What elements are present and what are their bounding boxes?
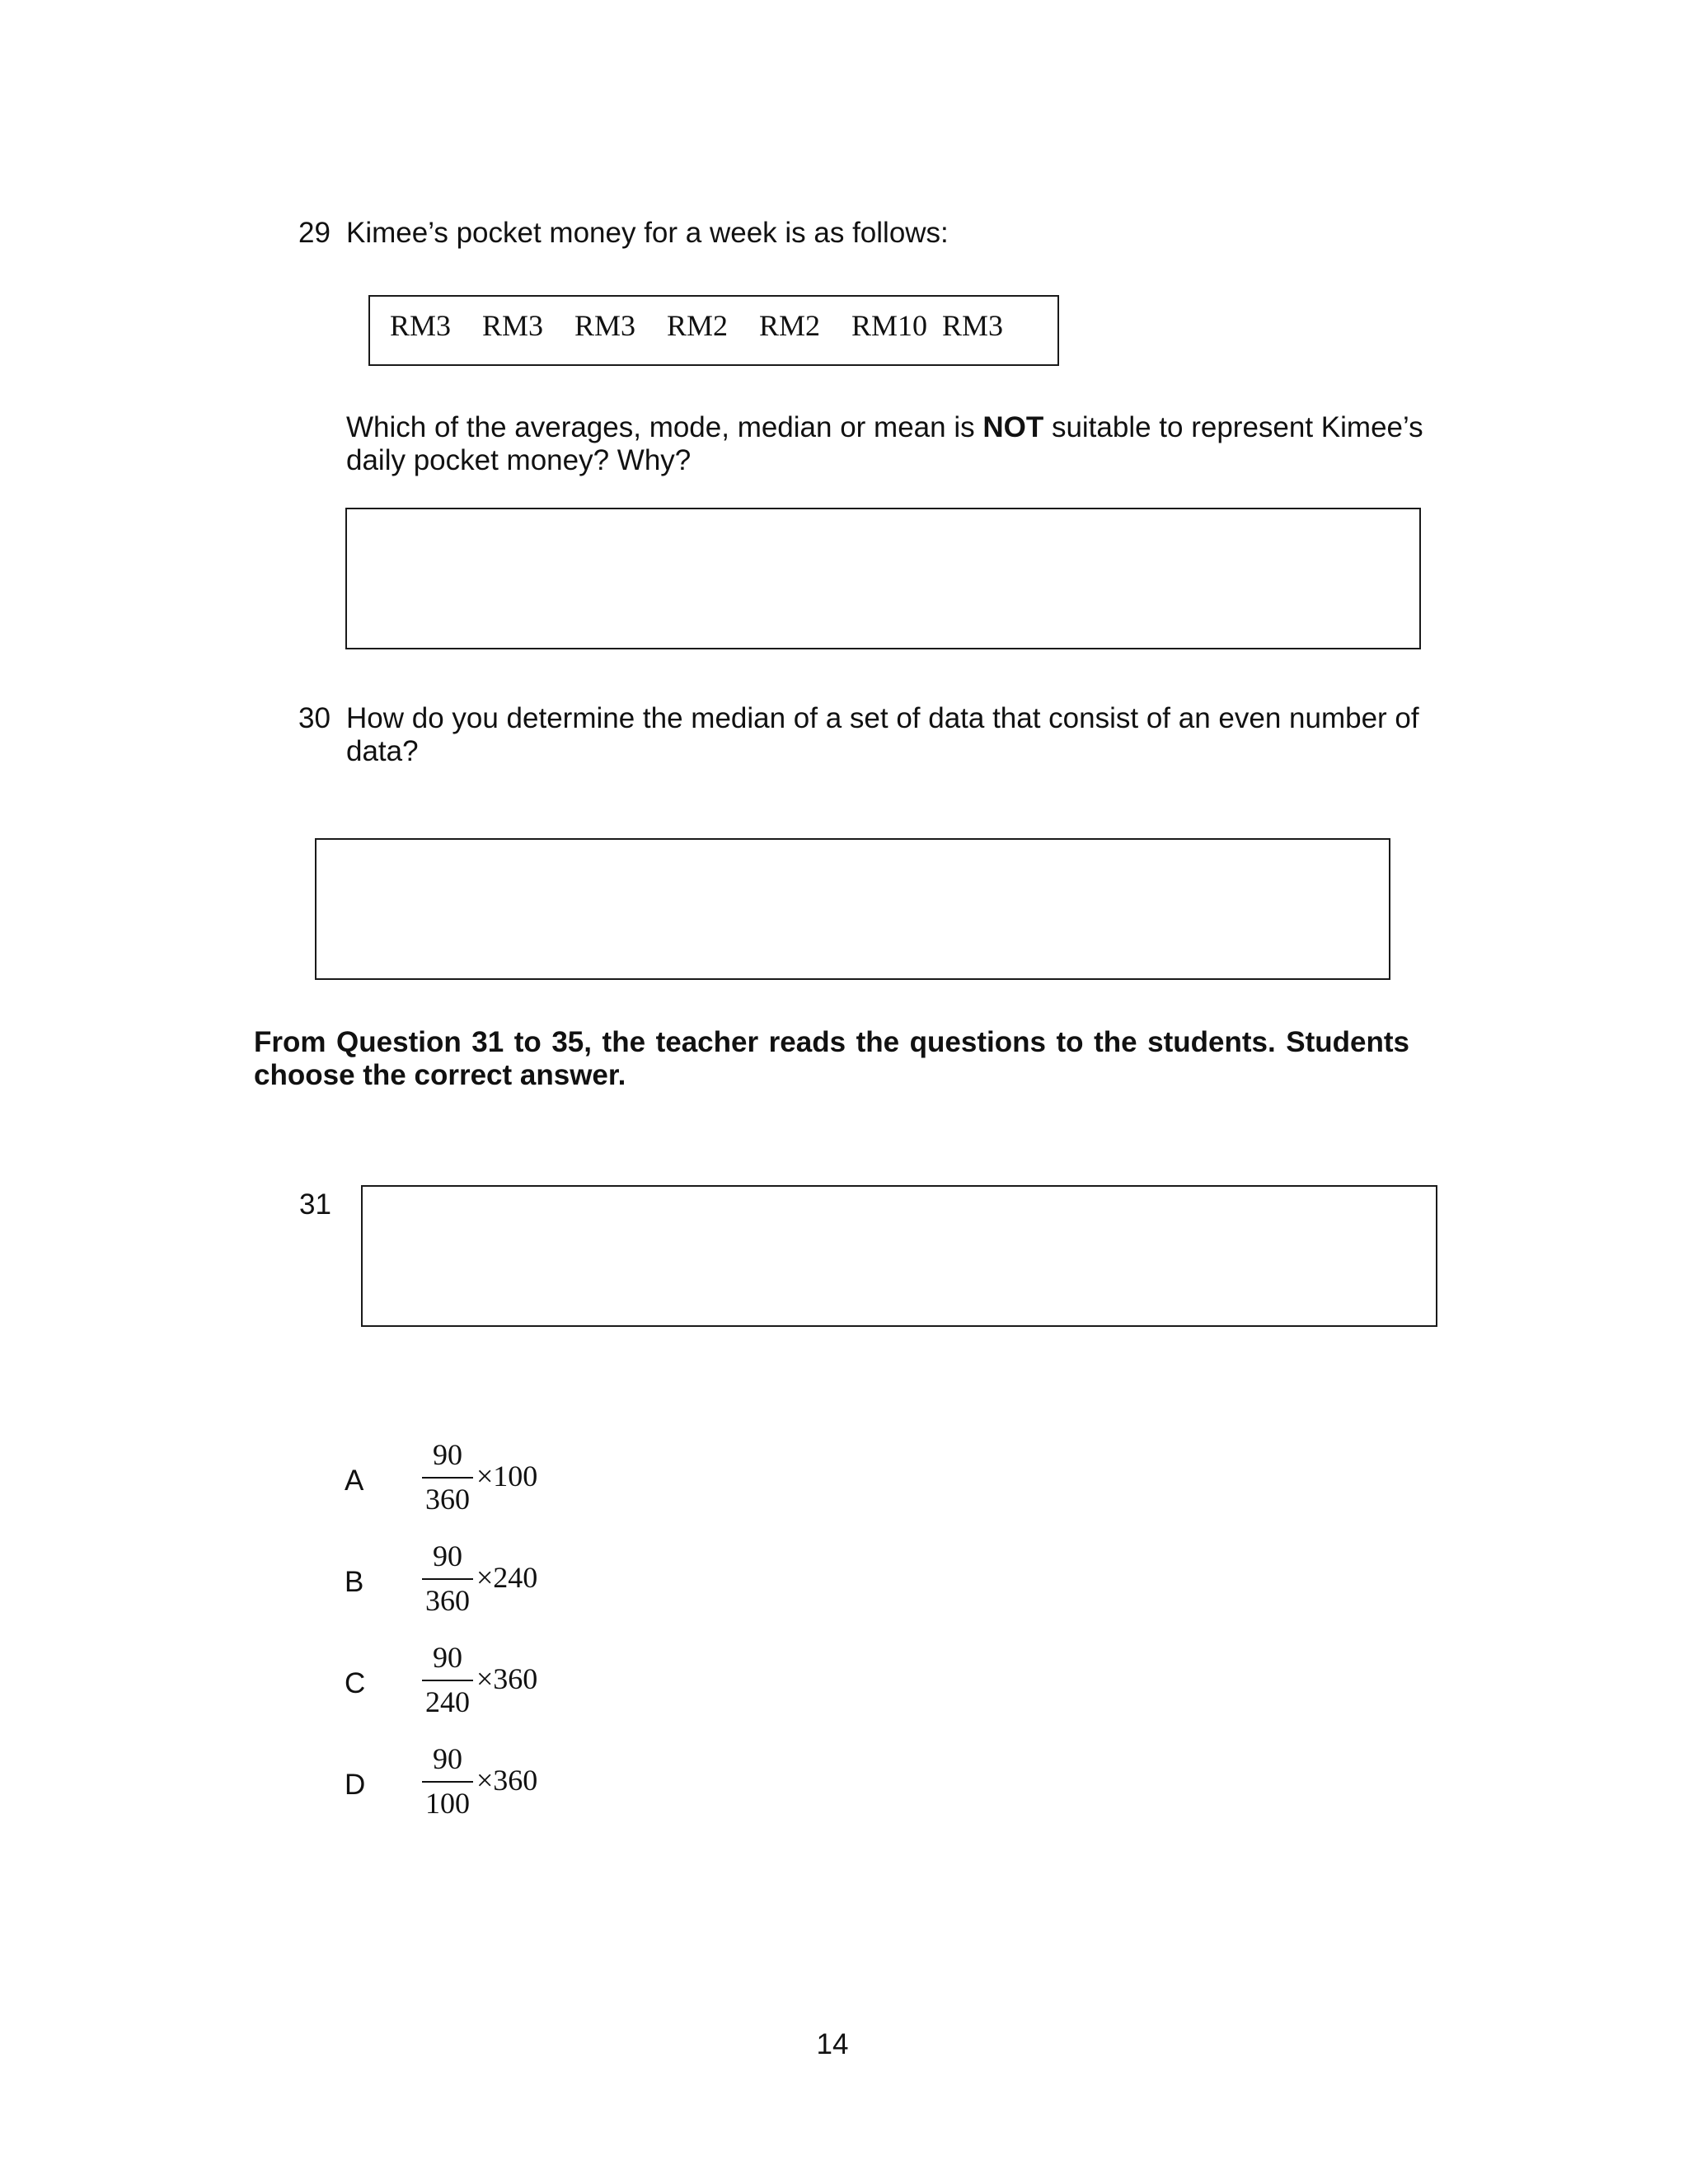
money-item: RM3 [482,309,544,342]
page-number: 14 [816,2028,849,2060]
option-b-denominator: 360 [425,1584,470,1617]
option-d-label[interactable]: D [345,1769,366,1801]
q30-line1: How do you determine the median of a set of data that consist of an even number of [346,702,1419,734]
q30-number: 30 [298,702,331,734]
q31-number: 31 [299,1188,331,1221]
option-a-label[interactable]: A [345,1465,364,1497]
money-item: RM3 [942,309,1004,342]
option-c-label[interactable]: C [345,1667,366,1699]
option-a-multiplier: ×100 [476,1460,538,1493]
pocket-money-box [368,295,1059,366]
option-b-numerator: 90 [433,1540,462,1572]
instruction-line1: From Question 31 to 35, the teacher reads the questions to the students. Students [254,1026,1409,1058]
q29-question-text-end: suitable to represent Kimee’s [1043,411,1423,443]
money-item: RM10 [851,309,928,342]
instruction-line2: choose the correct answer. [254,1059,626,1091]
option-d-denominator: 100 [425,1787,470,1820]
q29-question-line1 [346,410,1423,444]
q29-answer-box[interactable] [345,508,1421,649]
option-b-label[interactable]: B [345,1566,364,1598]
q29-number: 29 [298,217,331,249]
q30-answer-box[interactable] [315,838,1390,980]
q29-question-text: Which of the averages, mode, median or mean is [346,411,983,443]
money-item: RM3 [574,309,636,342]
fraction-bar [422,1781,473,1783]
money-item: RM3 [390,309,452,342]
q30-line2: data? [346,735,419,767]
fraction-bar [422,1680,473,1681]
q31-question-box [361,1185,1437,1327]
fraction-bar [422,1477,473,1479]
q29-question-line2: daily pocket money? Why? [346,444,692,476]
q29-question-emphasis: NOT [982,411,1044,443]
money-item: RM2 [667,309,729,342]
option-a-denominator: 360 [425,1483,470,1516]
fraction-bar [422,1578,473,1580]
option-c-denominator: 240 [425,1685,470,1718]
option-d-multiplier: ×360 [476,1764,538,1797]
option-c-numerator: 90 [433,1641,462,1674]
money-item: RM2 [759,309,821,342]
q29-stem: Kimee’s pocket money for a week is as follows: [346,217,949,249]
option-a-numerator: 90 [433,1438,462,1471]
option-c-multiplier: ×360 [476,1662,538,1695]
option-b-multiplier: ×240 [476,1561,538,1594]
option-d-numerator: 90 [433,1742,462,1775]
